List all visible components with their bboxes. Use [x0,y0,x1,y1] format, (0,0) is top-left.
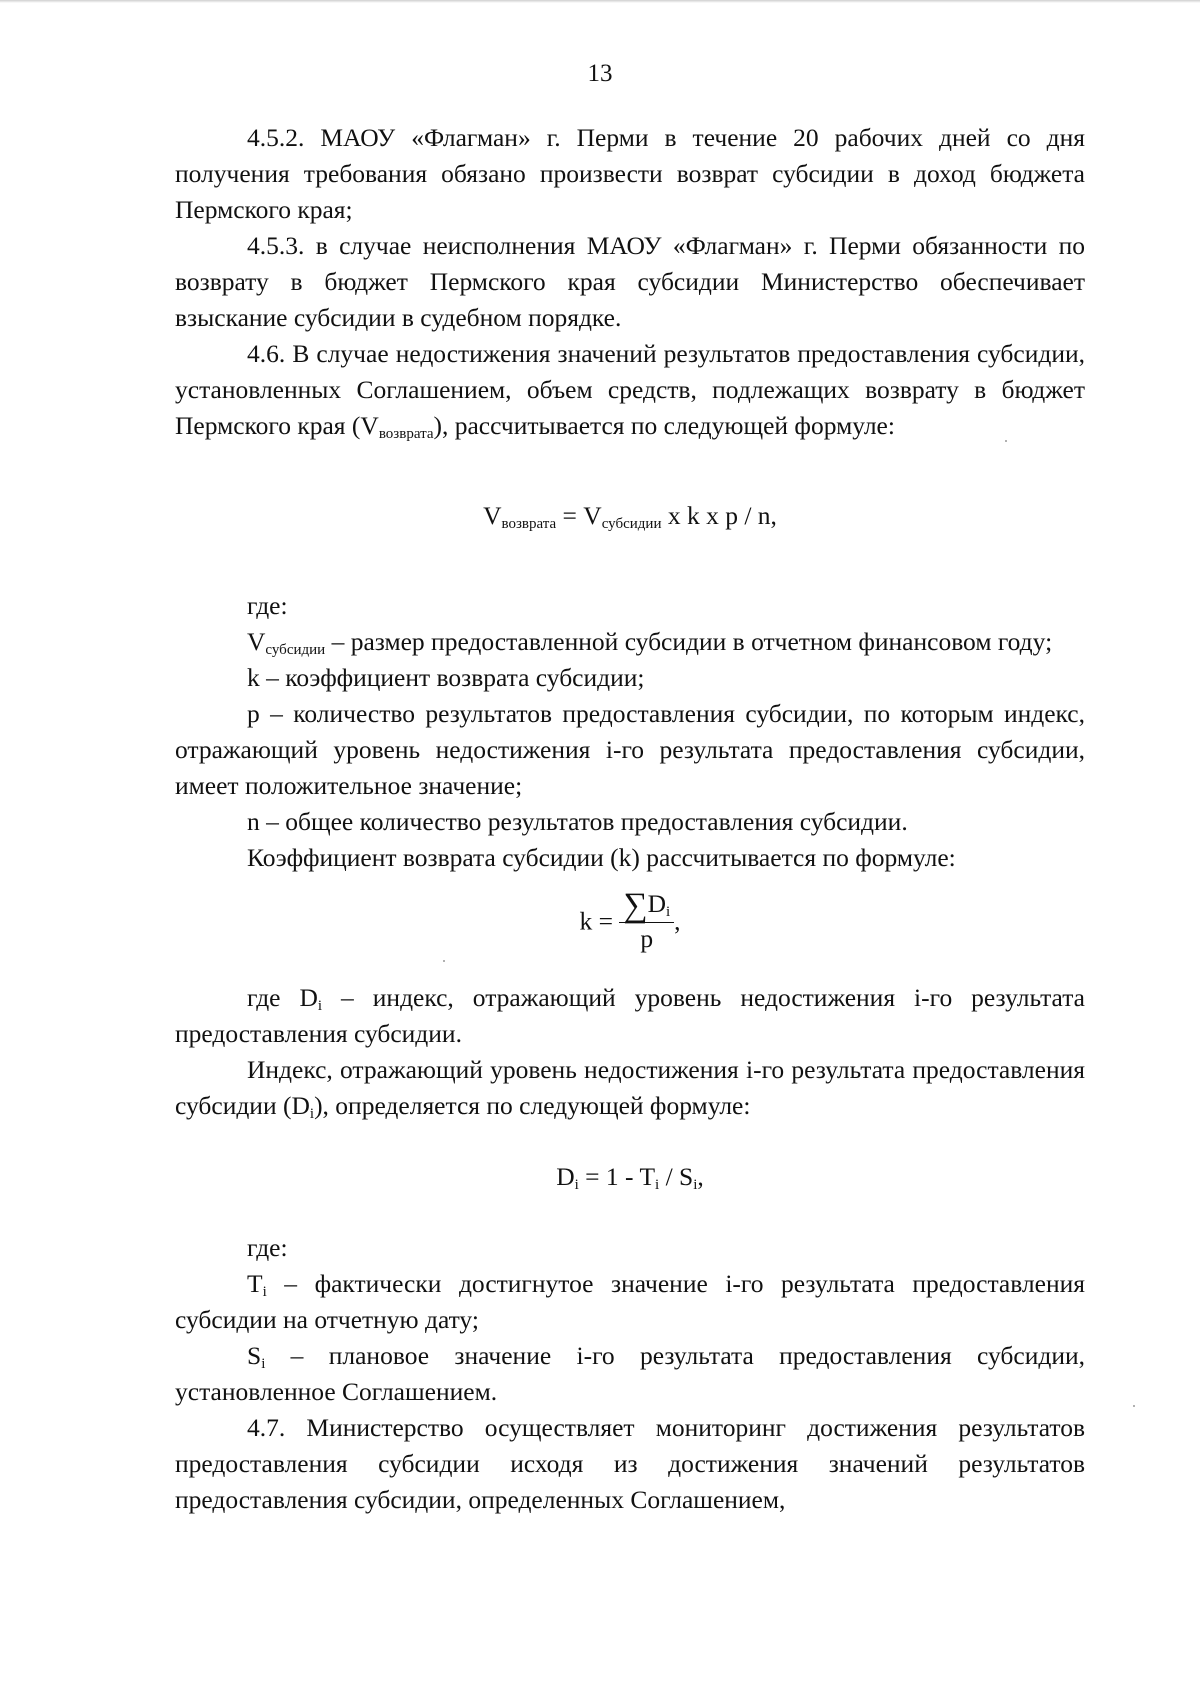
scan-speck [443,960,445,962]
where-label-1: где: [247,591,288,620]
formula-k: k = $\frac{\sum D_i}{p}$ , [579,887,681,953]
definition-p: p – количество результатов предоставления субсидии, по которым индекс, отражающий уровень недостижения i-го результата предоставления субсидии, имеет положительное значение; [175,699,1085,800]
paragraph-4-5-2: 4.5.2. МАОУ «Флагман» г. Перми в течение 20 рабочих дней со дня получения требования обязано произвести возврат субсидии в доход бюджета Пермского края; [175,123,1085,224]
paragraph-4-5-3: 4.5.3. в случае неисполнения МАОУ «Флагман» г. Перми обязанности по возврату в бюджет Пермского края субсидии Министерство обеспечивает взыскание субсидии в судебном порядке. [175,231,1085,332]
where-label-2: где: [247,1233,288,1262]
page-number: 13 [587,60,613,87]
definition-v-subsidy: $V_{субсидии}$ – размер предоставленной субсидии в отчетном финансовом году; [247,627,1053,658]
formula-v-return: $V_{возврата} = V_{субсидии}$ x k x p / n, [483,501,777,532]
index-paragraph: Индекс, отражающий уровень недостижения i-го результата предоставления субсидии $(D_i)$, определяется по следующей формуле: [175,1055,1085,1122]
paragraph-4-6-text: 4.6. В случае недостижения значений результатов предоставления субсидии, установленных Соглашением, объем средств, подлежащих возврату в бюджет Пермского края (V [175,339,1085,440]
definition-n: n – общее количество результатов предоставления субсидии. [247,807,908,836]
paragraph-4-6 [175,336,1085,444]
scan-speck [1005,440,1007,442]
formula-di: $D_i = 1 - T_i / S_i$, [556,1162,704,1193]
fraction: $\frac{\sum D_i}{p}$ [619,888,674,955]
k-formula-intro: Коэффициент возврата субсидии (k) рассчитывается по формуле: [247,843,956,872]
definition-di: где $D_i$ – индекс, отражающий уровень недостижения i-го результата предоставления субсидии. [175,983,1085,1048]
document-body [175,120,1085,1518]
definition-k: k – коэффициент возврата субсидии; [247,663,645,692]
subscript: возврата [378,426,434,442]
definition-ti: $T_i$ – фактически достигнутое значение i-го результата предоставления субсидии на отчетную дату; [175,1269,1085,1334]
paragraph-4-7: 4.7. Министерство осуществляет мониторинг достижения результатов предоставления субсидии исходя из достижения значений результатов предоставления субсидии, определенных Соглашением, [175,1413,1085,1514]
scan-speck [1133,1405,1135,1407]
paragraph-4-6-text-end: ), рассчитывается по следующей формуле: [433,411,895,440]
definition-si: $S_i$ – плановое значение i-го результата предоставления субсидии, установленное Соглашением. [175,1341,1085,1406]
